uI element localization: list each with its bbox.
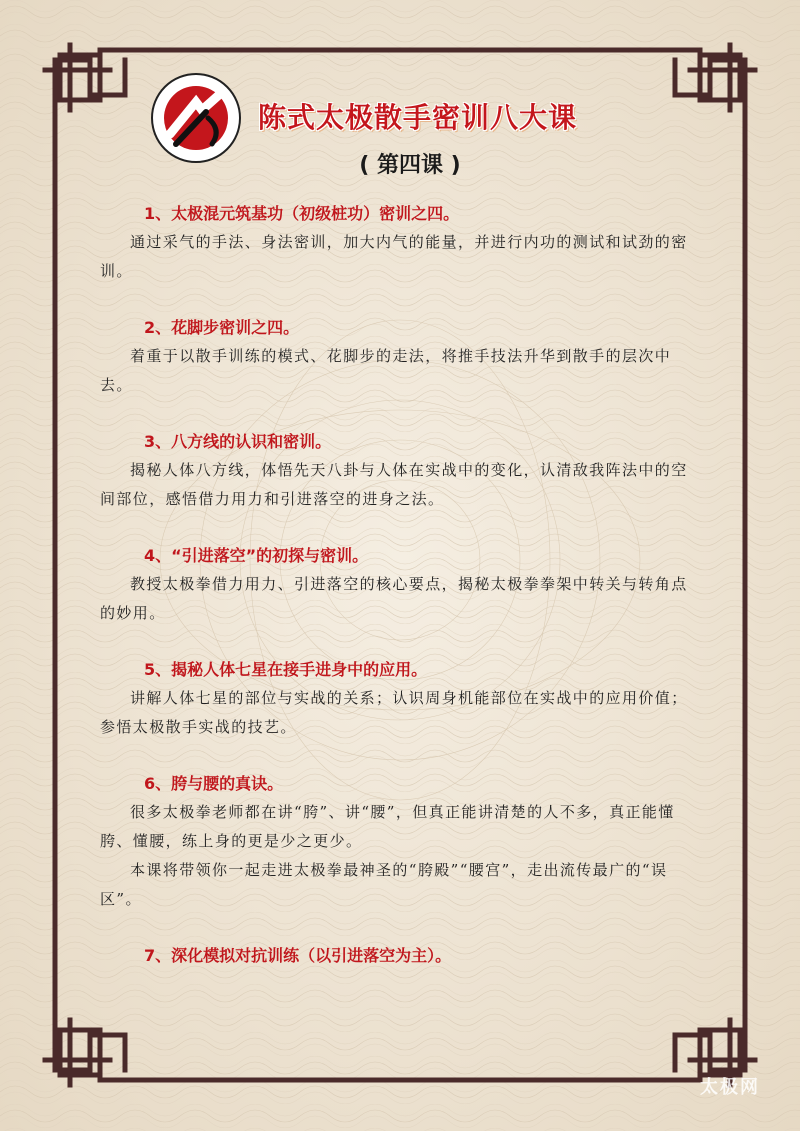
lesson-1 bbox=[100, 200, 700, 286]
lesson-title: 1、太极混元筑基功（初级桩功）密训之四。 bbox=[144, 204, 460, 223]
lesson-description: 教授太极拳借力用力、引进落空的核心要点，揭秘太极拳拳架中转关与转角点的妙用。 bbox=[100, 575, 688, 622]
lesson-description: 讲解人体七星的部位与实战的关系；认识周身机能部位在实战中的应用价值；参悟太极散手实战的技艺。 bbox=[100, 689, 688, 736]
lesson-4 bbox=[100, 542, 700, 628]
lesson-number: ( 第四课 ) bbox=[359, 153, 461, 178]
site-watermark: 太极网 bbox=[700, 1077, 760, 1098]
lesson-title: 2、花脚步密训之四。 bbox=[144, 318, 300, 337]
lesson-2 bbox=[100, 314, 700, 400]
association-logo bbox=[150, 72, 242, 164]
lesson-description: 很多太极拳老师都在讲“胯”、讲“腰”，但真正能讲清楚的人不多，真正能懂胯、懂腰，练上身的更是少之更少。 bbox=[100, 803, 675, 850]
lesson-title: 6、胯与腰的真诀。 bbox=[144, 774, 284, 793]
lesson-description: 揭秘人体八方线，体悟先天八卦与人体在实战中的变化，认清敌我阵法中的空间部位，感悟借力用力和引进落空的进身之法。 bbox=[100, 461, 688, 508]
lesson-description: 通过采气的手法、身法密训，加大内气的能量，并进行内功的测试和试劲的密训。 bbox=[100, 233, 688, 280]
lesson-title: 3、八方线的认识和密训。 bbox=[144, 432, 332, 451]
lesson-title: 7、深化模拟对抗训练（以引进落空为主）。 bbox=[144, 946, 452, 965]
page-title: 陈式太极散手密训八大课 bbox=[258, 101, 578, 134]
lesson-description: 本课将带领你一起走进太极拳最神圣的“胯殿”“腰宫”，走出流传最广的“误区”。 bbox=[100, 861, 668, 908]
lesson-6 bbox=[100, 770, 700, 914]
lesson-description: 着重于以散手训练的模式、花脚步的走法，将推手技法升华到散手的层次中去。 bbox=[100, 347, 672, 394]
lesson-5 bbox=[100, 656, 700, 742]
lesson-title: 5、揭秘人体七星在接手进身中的应用。 bbox=[144, 660, 428, 679]
lesson-title: 4、“引进落空”的初探与密训。 bbox=[144, 546, 369, 565]
lesson-3 bbox=[100, 428, 700, 514]
lesson-7 bbox=[100, 942, 700, 970]
lessons-list bbox=[100, 200, 700, 998]
